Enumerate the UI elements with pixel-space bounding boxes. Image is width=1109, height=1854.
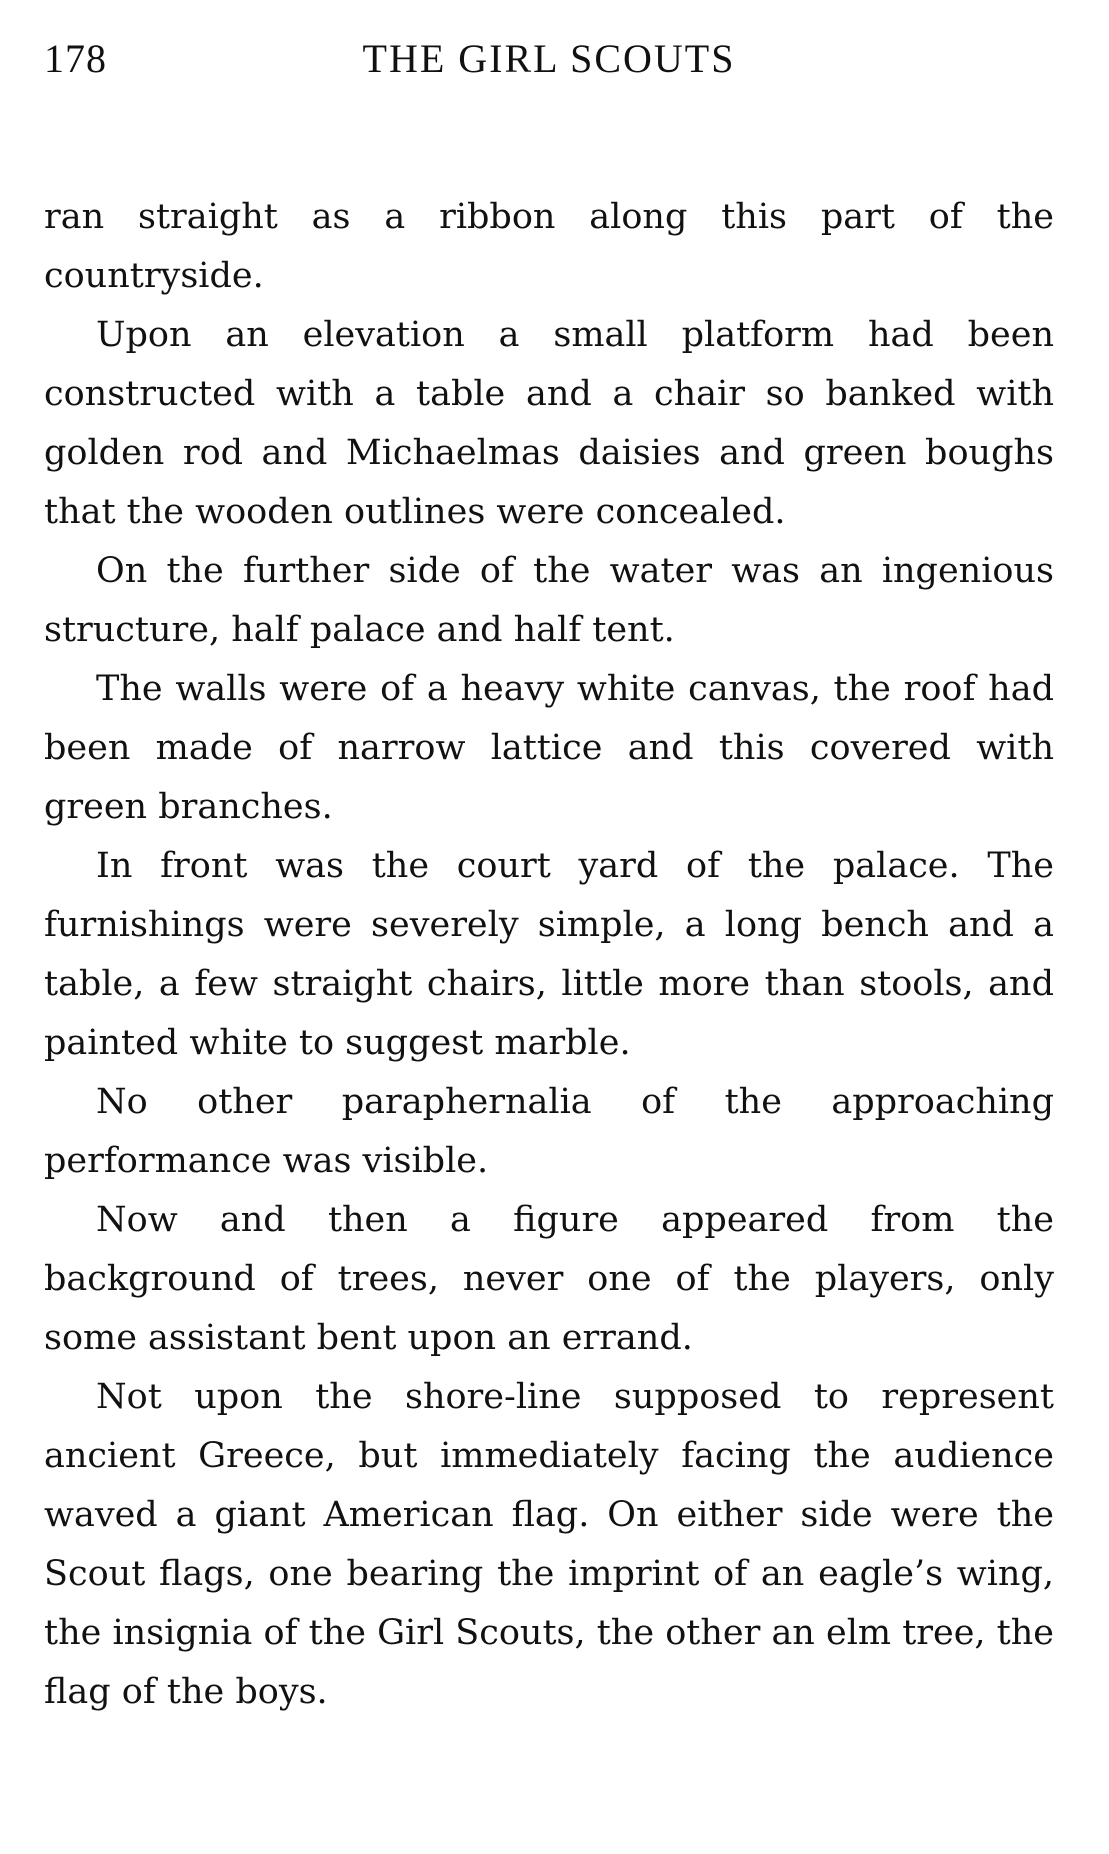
paragraph-platform: Upon an elevation a small platform had been constructed with a table and a chair so banked with golden rod and Michaelmas daisies and green boughs that the wooden outlines were concealed.: [44, 315, 1054, 532]
paragraph-continuation: ran straight as a ribbon along this part of the countryside.: [44, 197, 1054, 296]
page-body: [44, 188, 1054, 1722]
paragraph-flags: Not upon the shore-line supposed to represent ancient Greece, but immediately facing the audience waved a giant American flag. On either side were the Scout flags, one bearing the imprint of an eagle’s wing, the insignia of the Girl Scouts, the other an elm tree, the flag of the boys.: [44, 1377, 1054, 1712]
page-header: [44, 28, 1054, 90]
paragraph-structure: On the further side of the water was an ingenious structure, half palace and half tent.: [44, 551, 1054, 650]
page-number: 178: [44, 36, 107, 81]
paragraph-figure: Now and then a figure appeared from the background of trees, never one of the players, only some assistant bent upon an errand.: [44, 1200, 1054, 1358]
running-title: THE GIRL SCOUTS: [362, 36, 736, 81]
paragraph-walls: The walls were of a heavy white canvas, the roof had been made of narrow lattice and this covered with green branches.: [44, 669, 1054, 827]
book-page: [44, 28, 1054, 1722]
paragraph-paraphernalia: No other paraphernalia of the approaching performance was visible.: [44, 1082, 1054, 1181]
paragraph-court-yard: In front was the court yard of the palace. The furnishings were severely simple, a long bench and a table, a few straight chairs, little more than stools, and painted white to suggest marble.: [44, 846, 1054, 1063]
